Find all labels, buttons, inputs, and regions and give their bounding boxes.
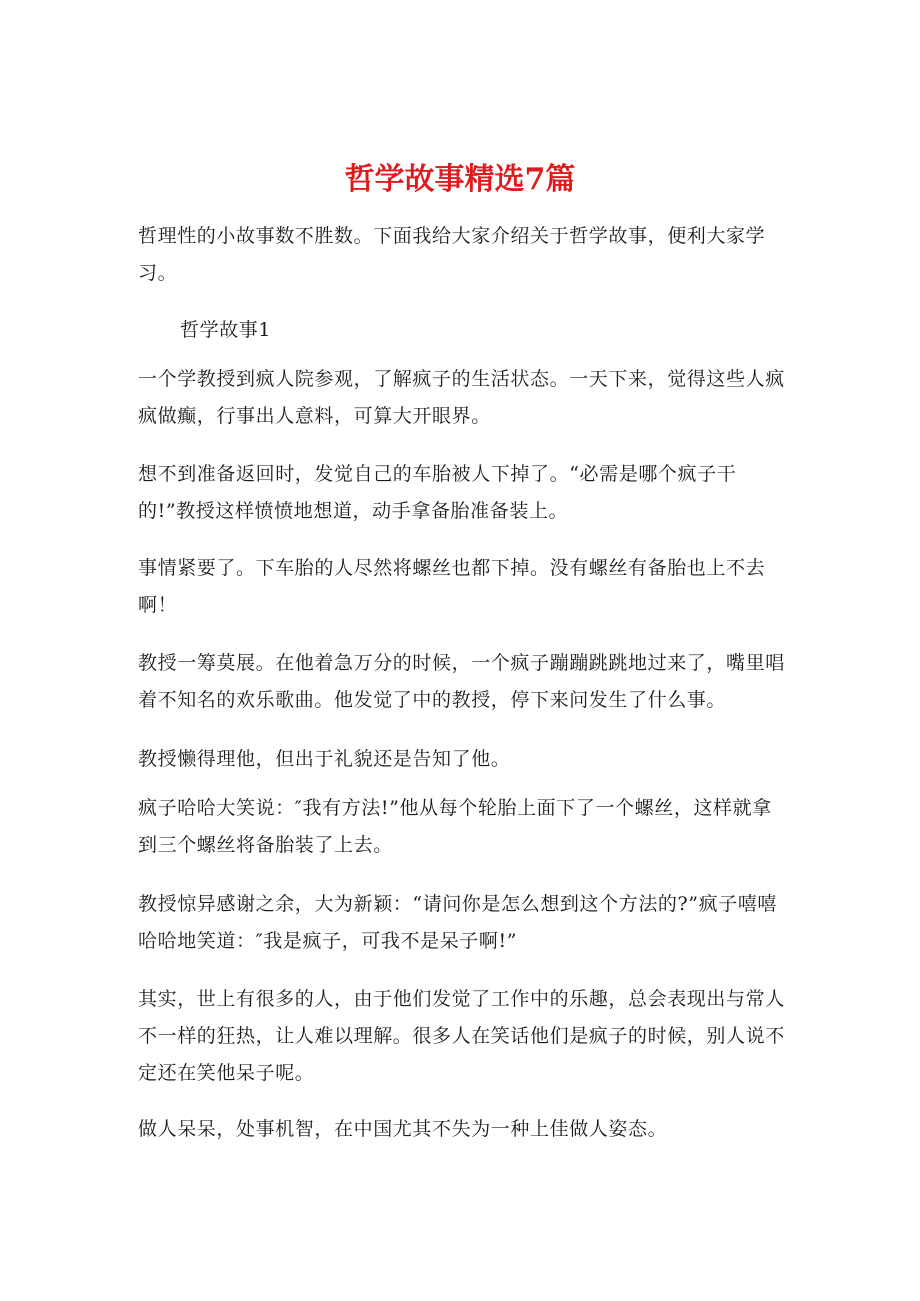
story-paragraph-3: 事情紧要了。下车胎的人尽然将螺丝也都下掉。没有螺丝有备胎也上不去啊！ [138,557,766,616]
document-title: 哲学故事精选7篇 [344,162,576,198]
story-paragraph-5: 教授懒得理他，但出于礼貌还是告知了他。 [138,748,511,770]
story-paragraph-8: 其实，世上有很多的人，由于他们发觉了工作中的乐趣，总会表现出与常人不一样的狂热，让人难以理解。很多人在笑话他们是疯子的时候，别人说不定还在笑他呆子呢。 [138,988,785,1084]
story-paragraph-1: 一个学教授到疯人院参观，了解疯子的生活状态。一天下来，觉得这些人疯疯做癫，行事出人意料，可算大开眼界。 [138,368,785,427]
story-paragraph-9: 做人呆呆，处事机智，在中国尤其不失为一种上佳做人姿态。 [138,1118,668,1140]
story-paragraph-2: 想不到准备返回时，发觉自己的车胎被人下掉了。“必需是哪个疯子干的!”教授这样愤愤地想道，动手拿备胎准备装上。 [138,463,737,522]
story-paragraph-6: 疯子哈哈大笑说：″我有方法!”他从每个轮胎上面下了一个螺丝，这样就拿到三个螺丝将备胎装了上去。 [138,797,772,856]
section-heading: 哲学故事1 [180,319,272,341]
story-paragraph-7: 教授惊异感谢之余，大为新颖：“请问你是怎么想到这个方法的?”疯子嘻嘻哈哈地笑道：″我是疯子，可我不是呆子啊!” [138,893,778,952]
intro-paragraph: 哲理性的小故事数不胜数。下面我给大家介绍关于哲学故事，便利大家学习。 [138,225,766,284]
story-paragraph-4: 教授一筹莫展。在他着急万分的时候，一个疯子蹦蹦跳跳地过来了，嘴里唱着不知名的欢乐歌曲。他发觉了中的教授，停下来问发生了什么事。 [138,652,785,711]
